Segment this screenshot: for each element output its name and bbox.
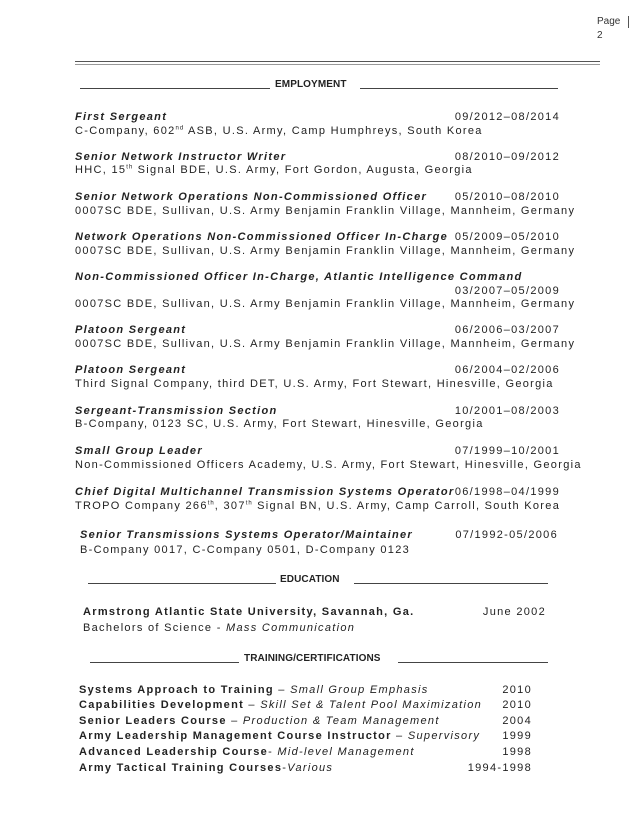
- training-year: 1994-1998: [467, 762, 532, 774]
- job-title: Chief Digital Multichannel Transmission Systems Operator: [75, 486, 455, 498]
- training-year: 2004: [502, 715, 532, 727]
- job-dates: 05/2010–08/2010: [454, 191, 560, 203]
- section-line-right: [354, 583, 548, 584]
- job-org: B-Company, 0123 SC, U.S. Army, Fort Stewart, Hinesville, Georgia: [75, 418, 484, 430]
- section-line-left: [80, 88, 270, 89]
- training-header: [0, 653, 638, 667]
- job-dates: 10/2001–08/2003: [454, 405, 560, 417]
- section-line-right: [398, 662, 548, 663]
- job-org: Third Signal Company, third DET, U.S. Army, Fort Stewart, Hinesville, Georgia: [75, 378, 554, 390]
- job-title: Small Group Leader: [75, 445, 203, 457]
- education-date: June 2002: [482, 606, 546, 618]
- training-item: Advanced Leadership Course- Mid-level Management: [79, 746, 415, 758]
- job-dates: 09/2012–08/2014: [454, 111, 560, 123]
- job-dates: 08/2010–09/2012: [454, 151, 560, 163]
- training-item: Army Leadership Management Course Instructor – Supervisory: [79, 730, 481, 742]
- job-dates: 06/2006–03/2007: [454, 324, 560, 336]
- education-title: EDUCATION: [280, 574, 340, 585]
- job-org: B-Company 0017, C-Company 0501, D-Company 0123: [80, 544, 411, 556]
- training-year: 1998: [502, 746, 532, 758]
- employment-title: EMPLOYMENT: [275, 79, 347, 90]
- section-line-left: [90, 662, 239, 663]
- training-item: Systems Approach to Training – Small Group Emphasis: [79, 684, 429, 696]
- job-org: 0007SC BDE, Sullivan, U.S. Army Benjamin Franklin Village, Mannheim, Germany: [75, 205, 576, 217]
- job-org: C-Company, 602nd ASB, U.S. Army, Camp Humphreys, South Korea: [75, 125, 483, 137]
- job-title: Platoon Sergeant: [75, 324, 187, 336]
- job-title: Platoon Sergeant: [75, 364, 187, 376]
- job-dates: 06/2004–02/2006: [454, 364, 560, 376]
- training-year: 2010: [502, 684, 532, 696]
- job-dates: 07/1992-05/2006: [455, 529, 558, 541]
- training-year: 1999: [502, 730, 532, 742]
- job-dates: 06/1998–04/1999: [454, 486, 560, 498]
- page-number: 2: [597, 30, 603, 41]
- degree: Bachelors of Science - Mass Communication: [83, 622, 356, 634]
- job-title: Senior Transmissions Systems Operator/Maintainer: [80, 529, 414, 541]
- job-org: 0007SC BDE, Sullivan, U.S. Army Benjamin Franklin Village, Mannheim, Germany: [75, 298, 576, 310]
- job-title: First Sergeant: [75, 111, 168, 123]
- header-rule-2: [75, 64, 600, 65]
- job-title: Senior Network Operations Non-Commissioned Officer: [75, 191, 428, 203]
- job-org: HHC, 15th Signal BDE, U.S. Army, Fort Gordon, Augusta, Georgia: [75, 164, 473, 176]
- education-header: [0, 574, 638, 588]
- training-item: Capabilities Development – Skill Set & Talent Pool Maximization: [79, 699, 483, 711]
- job-org: 0007SC BDE, Sullivan, U.S. Army Benjamin Franklin Village, Mannheim, Germany: [75, 338, 576, 350]
- job-dates: 05/2009–05/2010: [454, 231, 560, 243]
- employment-header: [0, 79, 638, 93]
- job-title: Sergeant-Transmission Section: [75, 405, 278, 417]
- training-title: TRAINING/CERTIFICATIONS: [244, 653, 381, 664]
- page-divider: [628, 16, 629, 28]
- job-org: TROPO Company 266th, 307th Signal BN, U.S. Army, Camp Carroll, South Korea: [75, 500, 561, 512]
- job-org: Non-Commissioned Officers Academy, U.S. Army, Fort Stewart, Hinesville, Georgia: [75, 459, 582, 471]
- training-year: 2010: [502, 699, 532, 711]
- job-title: Non-Commissioned Officer In-Charge, Atlantic Intelligence Command: [75, 271, 523, 283]
- section-line-right: [360, 88, 558, 89]
- training-item: Army Tactical Training Courses-Various: [79, 762, 334, 774]
- job-dates: 03/2007–05/2009: [454, 285, 560, 297]
- school-name: Armstrong Atlantic State University, Savannah, Ga.: [83, 606, 415, 618]
- training-item: Senior Leaders Course – Production & Team Management: [79, 715, 440, 727]
- job-title: Senior Network Instructor Writer: [75, 151, 287, 163]
- header-rule: [75, 61, 600, 62]
- job-dates: 07/1999–10/2001: [454, 445, 560, 457]
- section-line-left: [88, 583, 276, 584]
- page-word: Page: [597, 16, 621, 27]
- job-org: 0007SC BDE, Sullivan, U.S. Army Benjamin Franklin Village, Mannheim, Germany: [75, 245, 576, 257]
- job-title: Network Operations Non-Commissioned Officer In-Charge: [75, 231, 449, 243]
